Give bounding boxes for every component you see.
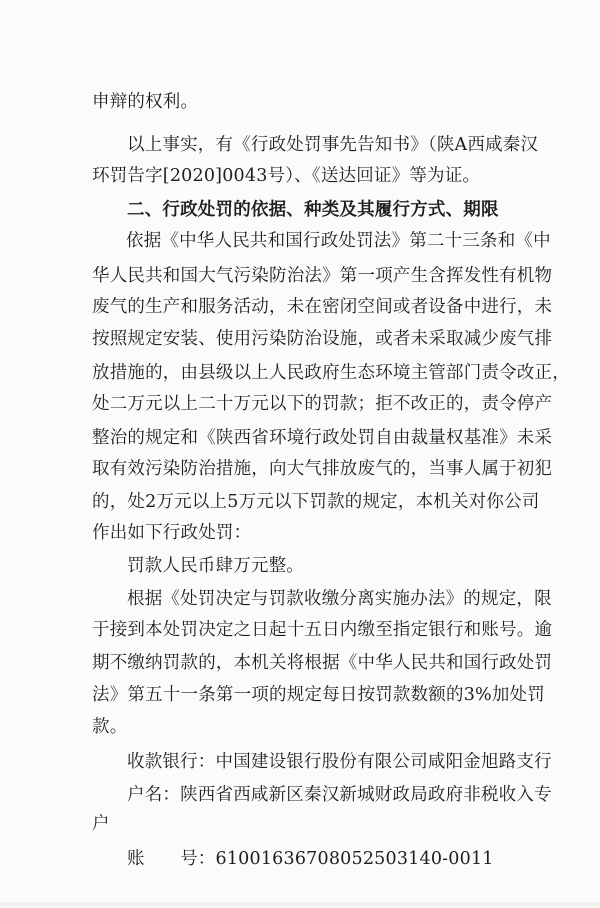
- text-line: 取有效污染防治措施，向大气排放废气的，当事人属于初犯: [92, 459, 553, 479]
- text-line: 期不缴纳罚款的，本机关将根据《中华人民共和国行政处罚: [92, 653, 553, 673]
- text-line: 于接到本处罚决定之日起十五日内缴至指定银行和账号。逾: [92, 620, 553, 640]
- text-line: 环罚告字[2020]0043号）、《送达回证》等为证。: [92, 166, 481, 186]
- text-line: 以上事实，有《行政处罚事先告知书》（陕A西咸秦汉: [127, 135, 539, 155]
- text-line: 整治的规定和《陕西省环境行政处罚自由裁量权基准》未采: [92, 428, 553, 448]
- text-line: 法》第五十一条第一项的规定每日按罚款数额的3%加处罚: [92, 685, 545, 705]
- text-line: 的，处2万元以上5万元以下罚款的规定，本机关对你公司: [92, 492, 540, 512]
- text-line: 户: [92, 814, 110, 834]
- text-line: 依据《中华人民共和国行政处罚法》第二十三条和《中: [126, 231, 551, 251]
- text-line: 华人民共和国大气污染防治法》第一项产生含挥发性有机物: [92, 266, 553, 286]
- text-line: 款。: [92, 717, 128, 737]
- section-heading: 二、行政处罚的依据、种类及其履行方式、期限: [127, 200, 499, 220]
- text-line: 申辩的权利。: [92, 92, 199, 112]
- text-line: 放措施的，由县级以上人民政府生态环境主管部门责令改正，: [92, 363, 570, 383]
- text-line: 户名：陕西省西咸新区秦汉新城财政局政府非税收入专: [127, 785, 552, 805]
- text-line: 罚款人民币肆万元整。: [127, 556, 304, 576]
- text-line: 收款银行：中国建设银行股份有限公司咸阳金旭路支行: [127, 752, 552, 772]
- text-line: 处二万元以上二十万元以下的罚款；拒不改正的，责令停产: [92, 394, 553, 414]
- page-edge: [0, 902, 600, 908]
- text-line: 废气的生产和服务活动，未在密闭空间或者设备中进行，未: [92, 297, 553, 317]
- text-line: 按照规定安装、使用污染防治设施，或者未采取减少废气排: [92, 329, 553, 349]
- text-line: 根据《处罚决定与罚款收缴分离实施办法》的规定，限: [127, 589, 552, 609]
- text-line: 作出如下行政处罚：: [92, 523, 252, 543]
- text-line: 账 号：61001636708052503140-0011: [127, 849, 494, 869]
